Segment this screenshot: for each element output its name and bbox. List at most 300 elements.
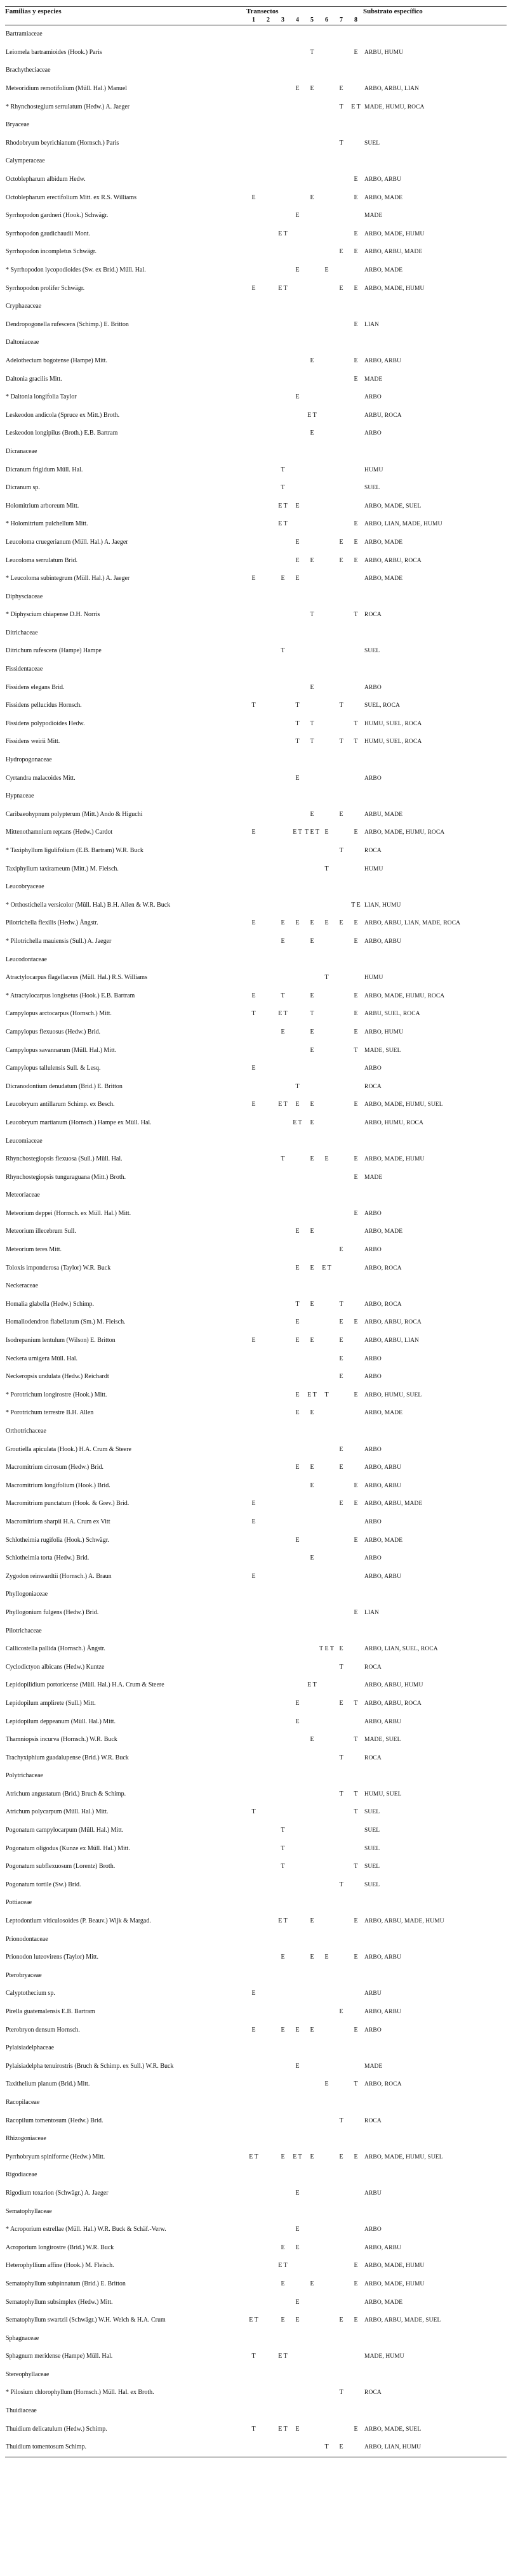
transect-cell	[334, 1077, 349, 1096]
transect-cell	[261, 1060, 276, 1078]
transect-cell: E T	[307, 1681, 317, 1689]
transect-cell	[246, 479, 261, 497]
family-name: Meteoriaceae	[6, 1192, 40, 1199]
transect-cell	[246, 1839, 261, 1858]
transect-cell	[305, 2348, 319, 2366]
substrate-cell: ROCA	[364, 612, 382, 619]
species-row	[5, 2311, 507, 2330]
transect-cell	[334, 969, 349, 987]
species-name: Isodrepanium lentulum (Wilson) E. Britton	[6, 1337, 116, 1344]
transect-cell	[246, 1604, 261, 1622]
transect-cell	[334, 2202, 349, 2221]
transect-cell	[276, 2130, 290, 2148]
transect-cell	[276, 188, 290, 207]
transect-cell	[349, 1658, 363, 1676]
transect-cell	[246, 135, 261, 153]
transect-cell: E	[354, 1482, 358, 1489]
species-name: Leucobryum antillarum Schimp. ex Besch.	[6, 1101, 115, 1108]
substrate-cell: SUEL	[364, 1827, 380, 1834]
transect-cell	[276, 1676, 290, 1695]
species-row	[5, 1858, 507, 1876]
species-row	[5, 697, 507, 715]
transect-cell	[319, 316, 334, 334]
transect-cell	[261, 1023, 276, 1042]
transect-cell: T	[354, 1046, 358, 1054]
species-row	[5, 1223, 507, 1241]
species-name: Leucoloma serrulatum Brid.	[6, 556, 78, 564]
transect-cell	[349, 1586, 363, 1604]
transect-cell: E	[354, 1209, 358, 1217]
transect-cell	[261, 534, 276, 552]
species-name: Lepidopilidium portoricense (Müll. Hal.) H.A. Crum & Steere	[6, 1681, 164, 1689]
transect-cell	[276, 769, 290, 787]
transect-cell: E	[310, 1228, 314, 1235]
transect-cell: E	[295, 2298, 300, 2306]
substrate-cell	[363, 2130, 507, 2148]
transect-cell	[319, 1586, 334, 1604]
substrate-cell: HUMU	[364, 865, 383, 872]
transect-cell	[305, 243, 319, 261]
transect-cell	[334, 1386, 349, 1405]
substrate-cell	[363, 950, 507, 969]
transect-cell	[261, 2039, 276, 2058]
transect-cell: E	[310, 1155, 314, 1163]
species-row	[5, 2185, 507, 2203]
transect-cell	[246, 370, 261, 388]
transect-cell	[305, 1440, 319, 1459]
transect-cell	[276, 2402, 290, 2421]
family-row	[5, 1967, 507, 1985]
family-row	[5, 1186, 507, 1205]
transect-cell	[305, 1749, 319, 1767]
transect-cell	[276, 152, 290, 171]
species-row	[5, 188, 507, 207]
transect-cell	[334, 424, 349, 443]
transect-cell	[276, 62, 290, 80]
transect-cell: E T	[293, 829, 302, 836]
transect-cell	[319, 80, 334, 98]
transect-cell	[290, 950, 305, 969]
transect-cell	[261, 1041, 276, 1060]
transect-cell	[319, 806, 334, 824]
transect-cell: E	[251, 1101, 256, 1108]
transect-cell	[261, 806, 276, 824]
transect-cell	[305, 261, 319, 280]
substrate-cell: ARBO, ARBU	[364, 1718, 402, 1725]
transect-cell: E	[251, 829, 256, 836]
substrate-cell: ARBO, MADE, HUMU	[364, 285, 425, 292]
transect-cell: E	[251, 1500, 256, 1508]
transect-cell	[276, 98, 290, 116]
family-row	[5, 298, 507, 316]
transect-cell	[305, 1785, 319, 1804]
transect-cell	[276, 1077, 290, 1096]
transect-cell	[276, 1404, 290, 1423]
transect-cell	[290, 1622, 305, 1640]
transect-cell	[349, 2402, 363, 2421]
species-name: * Diphyscium chiapense D.H. Norris	[6, 611, 100, 619]
transect-cell	[246, 2094, 261, 2112]
species-row	[5, 1332, 507, 1350]
transect-cell	[349, 135, 363, 153]
transect-cell	[246, 1223, 261, 1241]
substrate-cell: ROCA	[364, 1664, 382, 1671]
species-table	[5, 6, 507, 2460]
transect-cell	[276, 2094, 290, 2112]
transect-cell	[246, 2112, 261, 2130]
substrate-cell: ARBO	[364, 394, 382, 401]
substrate-cell	[363, 2039, 507, 2058]
species-row	[5, 1803, 507, 1822]
transect-cell	[261, 697, 276, 715]
transect-cell: T E	[351, 901, 361, 909]
substrate-cell: ARBO, MADE, HUMU	[364, 1156, 425, 1163]
transect-cell	[334, 388, 349, 407]
substrate-cell: ARBO, MADE, HUMU	[364, 2263, 425, 2270]
transect-cell	[349, 1296, 363, 1314]
species-name: Taxithelium planum (Brid.) Mitt.	[6, 2080, 90, 2088]
family-name: Bartramiaceae	[6, 30, 43, 38]
family-row	[5, 2402, 507, 2421]
species-row	[5, 2420, 507, 2438]
substrate-cell: SUEL	[364, 1881, 380, 1888]
transect-cell	[290, 1640, 305, 1659]
transect-cell	[334, 1822, 349, 1840]
transect-cell	[246, 388, 261, 407]
species-row	[5, 2293, 507, 2311]
substrate-cell: ARBO	[364, 2027, 382, 2034]
transect-cell: E	[310, 357, 314, 364]
transect-cell	[334, 1223, 349, 1241]
species-row	[5, 1876, 507, 1895]
transect-cell	[246, 1259, 261, 1277]
transect-cell	[334, 2130, 349, 2148]
transect-cell: E	[310, 1736, 314, 1744]
transect-cell: T	[339, 139, 343, 147]
transect-cell	[349, 406, 363, 424]
transect-cell	[276, 751, 290, 770]
transect-cell	[349, 1876, 363, 1895]
transect-cell: T	[339, 1754, 343, 1761]
transect-cell	[334, 769, 349, 787]
transect-cell: E	[339, 1645, 343, 1653]
transect-cell	[261, 1205, 276, 1223]
species-name: * Taxiphyllum ligulifolium (E.B. Bartram) W.R. Buck	[6, 847, 143, 855]
transect-cell: E	[354, 1391, 358, 1398]
transect-cell	[290, 1858, 305, 1876]
transect-cell	[246, 1640, 261, 1659]
substrate-cell: ARBU, MADE	[364, 811, 403, 818]
substrate-cell: ARBO, ARBU	[364, 2009, 402, 2016]
species-name: Pogonatum subflexuosum (Lorentz) Broth.	[6, 1863, 116, 1870]
transect-cell: E	[354, 194, 358, 201]
transect-cell: T	[251, 1010, 256, 1018]
transect-cell	[261, 1930, 276, 1948]
family-name: Sphagnaceae	[6, 2334, 39, 2342]
transect-cell	[319, 1858, 334, 1876]
substrate-cell	[363, 1894, 507, 1912]
transect-cell	[349, 261, 363, 280]
transect-cell	[305, 116, 319, 135]
substrate-cell: ARBO, ARBU, ROCA	[364, 1700, 422, 1707]
transect-cell: T	[295, 1082, 300, 1090]
transect-cell	[334, 44, 349, 62]
transect-cell: E	[295, 1337, 300, 1344]
substrate-cell: ARBO	[364, 1355, 382, 1362]
transect-cell	[319, 1132, 334, 1150]
transect-cell	[349, 461, 363, 479]
transect-cell: E	[310, 919, 314, 927]
substrate-cell: ARBO, ARBU	[364, 1482, 402, 1489]
transect-cell	[261, 1423, 276, 1441]
species-row	[5, 2238, 507, 2257]
transect-cell	[246, 1531, 261, 1549]
transect-cell	[290, 2402, 305, 2421]
transect-cell: E	[295, 2316, 300, 2324]
substrate-cell: SUEL	[364, 1809, 380, 1816]
transect-cell	[319, 642, 334, 660]
transect-cell	[319, 152, 334, 171]
substrate-cell	[363, 660, 507, 679]
transect-cell	[261, 2420, 276, 2438]
substrate-cell: ARBO, MADE, SUEL	[364, 2426, 422, 2433]
species-row	[5, 1948, 507, 1967]
transect-cell	[334, 715, 349, 733]
species-name: Atractylocarpus flagellaceus (Müll. Hal.) R.S. Williams	[6, 974, 147, 982]
transect-cell: E	[295, 538, 300, 546]
transect-cell	[261, 2311, 276, 2330]
species-name: Ditrichum rufescens (Hampe) Hampe	[6, 647, 102, 655]
transect-cell	[246, 624, 261, 643]
transect-cell	[246, 2166, 261, 2185]
transect-cell	[261, 1695, 276, 1713]
transect-cell	[349, 1350, 363, 1368]
substrate-cell: MADE, SUEL	[364, 1737, 401, 1744]
transect-cell	[290, 660, 305, 679]
transect-cell	[276, 298, 290, 316]
transect-cell	[261, 733, 276, 751]
transect-cell	[319, 2402, 334, 2421]
transect-cell: E	[354, 2425, 358, 2433]
transect-cell: E T	[278, 2353, 288, 2360]
transect-cell	[261, 950, 276, 969]
transect-cell: E	[354, 248, 358, 256]
transect-cell	[349, 678, 363, 697]
transect-cell: E	[251, 284, 256, 292]
transect-cell: E	[310, 1046, 314, 1054]
transect-cell	[246, 1205, 261, 1223]
transect-cell	[305, 334, 319, 352]
transect-cell	[319, 2148, 334, 2166]
substrate-cell	[363, 152, 507, 171]
transect-cell	[319, 551, 334, 570]
transect-number: 3	[281, 16, 284, 23]
transect-cell: E	[310, 1028, 314, 1035]
transect-cell	[334, 515, 349, 534]
species-name: * Orthostichella versicolor (Müll. Hal.) B.H. Allen & W.R. Buck	[6, 901, 171, 909]
transect-cell	[246, 787, 261, 806]
transect-cell: T	[281, 647, 285, 655]
transect-cell	[319, 933, 334, 951]
transect-cell	[246, 515, 261, 534]
transect-cell: T E T	[319, 1645, 334, 1653]
header-family: Familias y especies	[5, 8, 62, 15]
substrate-cell: ARBO	[364, 775, 382, 782]
transect-cell	[276, 1386, 290, 1405]
transect-cell	[305, 769, 319, 787]
transect-cell: E	[281, 2026, 285, 2034]
transect-cell	[276, 2438, 290, 2457]
transect-cell	[305, 1858, 319, 1876]
transect-cell: E	[339, 1337, 343, 1344]
transect-cell	[290, 1839, 305, 1858]
transect-cell	[334, 1985, 349, 2003]
substrate-cell: ARBO, MADE, HUMU	[364, 230, 425, 237]
family-name: Prionodontaceae	[6, 1935, 48, 1943]
transect-cell	[261, 897, 276, 915]
species-row	[5, 261, 507, 280]
species-name: Pilotrichella flexilis (Hedw.) Ångstr.	[6, 919, 98, 927]
transect-cell	[305, 2130, 319, 2148]
transect-cell	[319, 1223, 334, 1241]
species-name: Trachyxiphium guadalupense (Brid.) W.R. Buck	[6, 1754, 129, 1761]
transect-cell	[276, 2384, 290, 2402]
transect-cell: E	[310, 810, 314, 818]
transect-cell	[246, 1822, 261, 1840]
transect-cell	[319, 1277, 334, 1296]
transect-cell: T	[281, 992, 285, 999]
family-row	[5, 152, 507, 171]
transect-cell: T	[324, 865, 329, 872]
transect-cell	[334, 1567, 349, 1586]
transect-cell	[290, 2257, 305, 2275]
transect-cell	[319, 243, 334, 261]
substrate-cell: ROCA	[364, 2117, 382, 2124]
transect-cell	[305, 1277, 319, 1296]
transect-cell	[349, 950, 363, 969]
transect-cell: E	[354, 2153, 358, 2160]
species-row	[5, 1839, 507, 1858]
family-name: Brachytheciaceae	[6, 67, 51, 74]
transect-cell	[290, 25, 305, 44]
transect-cell	[290, 1985, 305, 2003]
transect-cell	[334, 987, 349, 1005]
substrate-cell: ARBO	[364, 1065, 382, 1072]
species-name: Sphagnum meridense (Hampe) Müll. Hal.	[6, 2353, 113, 2360]
transect-cell	[305, 1060, 319, 1078]
transect-cell	[349, 1259, 363, 1277]
transect-cell	[290, 370, 305, 388]
transect-cell	[319, 1241, 334, 1259]
transect-cell	[276, 44, 290, 62]
transect-cell	[305, 1350, 319, 1368]
family-name: Hydropogonaceae	[6, 756, 52, 764]
transect-cell: E	[339, 284, 343, 292]
transect-cell	[290, 1604, 305, 1622]
transect-cell	[276, 1223, 290, 1241]
transect-cell: E	[251, 2026, 256, 2034]
transect-cell	[305, 1622, 319, 1640]
substrate-cell: ARBO, MADE	[364, 2299, 403, 2306]
transect-cell	[334, 2348, 349, 2366]
species-name: Holomitrium arboreum Mitt.	[6, 502, 79, 509]
transect-cell	[276, 588, 290, 606]
transect-cell	[276, 715, 290, 733]
transect-cell	[276, 2039, 290, 2058]
substrate-cell: LIAN	[364, 1609, 380, 1616]
transect-cell	[319, 2348, 334, 2366]
transect-cell	[349, 1839, 363, 1858]
transect-cell	[290, 2094, 305, 2112]
family-name: Rhizogoniaceae	[6, 2135, 46, 2143]
transect-cell	[319, 225, 334, 244]
family-name: Sematophyllaceae	[6, 2207, 52, 2215]
transect-cell: T	[310, 720, 314, 727]
transect-cell	[319, 207, 334, 225]
transect-cell	[319, 2166, 334, 2185]
transect-cell	[349, 1567, 363, 1586]
transect-cell	[305, 2003, 319, 2021]
transect-cell	[290, 1041, 305, 1060]
transect-cell	[246, 733, 261, 751]
transect-cell	[305, 2058, 319, 2076]
transect-cell: E	[310, 85, 314, 93]
transect-cell	[334, 116, 349, 135]
transect-cell	[305, 2329, 319, 2348]
transect-cell: E	[339, 2008, 343, 2016]
family-row	[5, 116, 507, 135]
transect-cell	[349, 62, 363, 80]
transect-cell	[290, 2438, 305, 2457]
transect-cell	[305, 1313, 319, 1332]
transect-cell	[261, 914, 276, 933]
transect-cell	[276, 135, 290, 153]
species-row	[5, 1567, 507, 1586]
transect-cell	[246, 2058, 261, 2076]
transect-cell: E	[281, 2316, 285, 2324]
transect-cell	[334, 1186, 349, 1205]
transect-cell	[319, 534, 334, 552]
transect-cell: E	[295, 919, 300, 927]
transect-cell	[319, 1296, 334, 1314]
transect-cell	[246, 806, 261, 824]
transect-cell	[305, 2238, 319, 2257]
transect-cell	[349, 2003, 363, 2021]
transect-cell	[290, 1876, 305, 1895]
transect-cell	[305, 2112, 319, 2130]
transect-cell	[334, 1839, 349, 1858]
transect-cell	[261, 298, 276, 316]
substrate-cell: ARBU, SUEL, ROCA	[364, 1011, 420, 1018]
species-name: Thuidium delicatulum (Hedw.) Schimp.	[6, 2425, 107, 2433]
transect-cell	[305, 388, 319, 407]
species-row	[5, 733, 507, 751]
species-row	[5, 678, 507, 697]
transect-cell: E	[281, 2280, 285, 2287]
transect-cell	[261, 860, 276, 878]
transect-cell: T	[281, 484, 285, 492]
transect-cell	[319, 950, 334, 969]
species-name: Dicranum frigidum Müll. Hal.	[6, 466, 83, 473]
transect-cell	[276, 2221, 290, 2239]
species-name: Macromitrium cirrosum (Hedw.) Brid.	[6, 1464, 104, 1471]
transect-cell	[319, 1622, 334, 1640]
transect-cell	[305, 1241, 319, 1259]
substrate-cell: ARBU	[364, 2190, 382, 2197]
transect-cell	[349, 860, 363, 878]
substrate-cell: ARBO, MADE, SUEL	[364, 503, 422, 509]
transect-cell: E	[354, 375, 358, 383]
